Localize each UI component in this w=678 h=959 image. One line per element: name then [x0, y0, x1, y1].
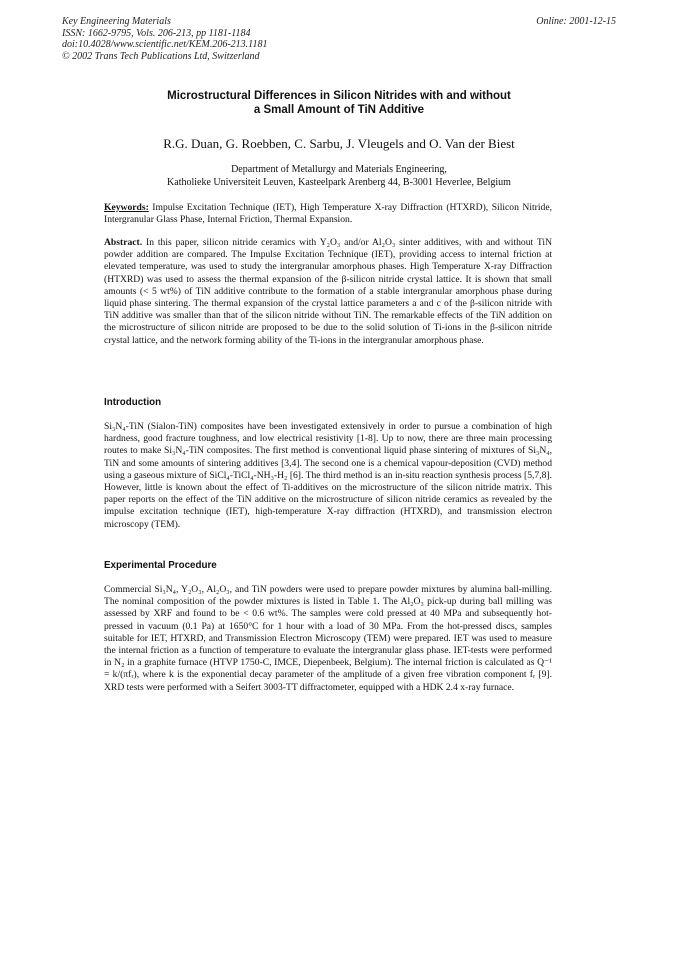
issn-line: ISSN: 1662-9795, Vols. 206-213, pp 1181-1184: [62, 27, 251, 39]
title-line-2: a Small Amount of TiN Additive: [253, 104, 425, 116]
copyright-line: © 2002 Trans Tech Publications Ltd, Switzerland: [62, 50, 260, 62]
experimental-heading: Experimental Procedure: [104, 560, 217, 571]
paper-title: [90, 89, 588, 117]
abstract-text: In this paper, silicon nitride ceramics with Y₂O₃ and/or Al₂O₃ sinter additives, with and without TiN powder addition are compared. The Impulse Excitation Technique (IET), providing access to internal friction at elevated temperature, was used to study the intergranular amorphous phases. High Temperature X-ray Diffraction (HTXRD) was used to assess the thermal expansion of the β-silicon nitride crystal lattice. It is shown that small amounts (< 5 wt%) of TiN additive contribute to the formation of a stable intergranular amorphous phase during liquid phase sintering. The thermal expansion of the crystal lattice parameters a and c of the β-silicon nitride with TiN additive was smaller than that of the silicon nitride without TiN. The remarkable effects of the TiN addition on the microstructure of silicon nitride are proposed to be due to the solid solution of Ti-ions in the β-silicon nitride crystal lattice, and the network forming ability of the Ti-ions in the intergranular amorphous phase.: [104, 237, 552, 346]
doi-line[interactable]: doi:10.4028/www.scientific.net/KEM.206-213.1181: [62, 39, 268, 50]
affiliation-line-1: Department of Metallurgy and Materials Engineering,: [231, 164, 447, 175]
journal-name: Key Engineering Materials: [62, 16, 171, 27]
title-line-1: Microstructural Differences in Silicon Nitrides with and without: [167, 90, 511, 102]
online-date: Online: 2001-12-15: [536, 16, 616, 27]
journal-header: [62, 16, 267, 62]
keywords-text: Impulse Excitation Technique (IET), High Temperature X-ray Diffraction (HTXRD), Silicon Nitride, Intergranular Glass Phase, Internal Friction, Thermal Expansion.: [104, 202, 552, 226]
affiliation-line-2: Katholieke Universiteit Leuven, Kasteelpark Arenberg 44, B-3001 Heverlee, Belgium: [167, 177, 511, 188]
introduction-paragraph: Si₃N₄-TiN (Sialon-TiN) composites have been investigated extensively in order to pursue a combination of high hardness, good fracture toughness, and low electrical resistivity [1-8]. Up to now, there are three main processing routes to make Si₃N₄-TiN composites. The first method is conventional liquid phase sintering of mixtures of Si₃N₄, TiN and some amounts of sintering additives [3,4]. The second one is a chemical vapour-deposition (CVD) method using a gaseous mixture of SiCl₄-TiCl₄-NH₃-H₂ [6]. The third method is an in-situ reaction synthesis process [5,7,8]. However, little is known about the effect of Ti-additives on the microstructure of the silicon nitride matrix. This paper reports on the effect of the TiN additive on the microstructure of silicon nitride ceramics as revealed by the impulse excitation technique (IET), high-temperature X-ray diffraction (HTXRD), and transmission electron microscopy (TEM).: [104, 421, 552, 530]
abstract-label: Abstract.: [104, 237, 143, 248]
introduction-heading: Introduction: [104, 397, 162, 408]
abstract: [104, 237, 552, 347]
keywords: [104, 202, 552, 226]
affiliation: [60, 163, 618, 189]
authors: R.G. Duan, G. Roebben, C. Sarbu, J. Vleugels and O. Van der Biest: [163, 136, 515, 151]
keywords-label: Keywords:: [104, 202, 149, 213]
experimental-paragraph: Commercial Si₃N₄, Y₂O₃, Al₂O₃, and TiN powders were used to prepare powder mixtures by alumina ball-milling. The nominal composition of the powder mixtures is listed in Table 1. The Al₂O₃ pick-up during ball milling was assessed by XRF and found to be < 0.6 wt%. The samples were cold pressed at 40 MPa and subsequently hot-pressed in vacuum (0.1 Pa) at 1650°C for 1 hour with a load of 30 MPa. From the hot-pressed discs, samples suitable for IET, HTXRD, and Transmission Electron Microscopy (TEM) were prepared. IET was used to measure the internal friction as a function of temperature to evaluate the intergranular glass phase. IET-tests were performed in N₂ in a graphite furnace (HTVP 1750-C, IMCE, Diepenbeek, Belgium). The internal friction is calculated as Q⁻¹ = k/(πfᵣ), where k is the exponential decay parameter of the amplitude of a given free vibration component fᵣ [9]. XRD tests were performed with a Seifert 3003-TT diffractometer, equipped with a HDK 2.4 x-ray furnace.: [104, 584, 552, 693]
